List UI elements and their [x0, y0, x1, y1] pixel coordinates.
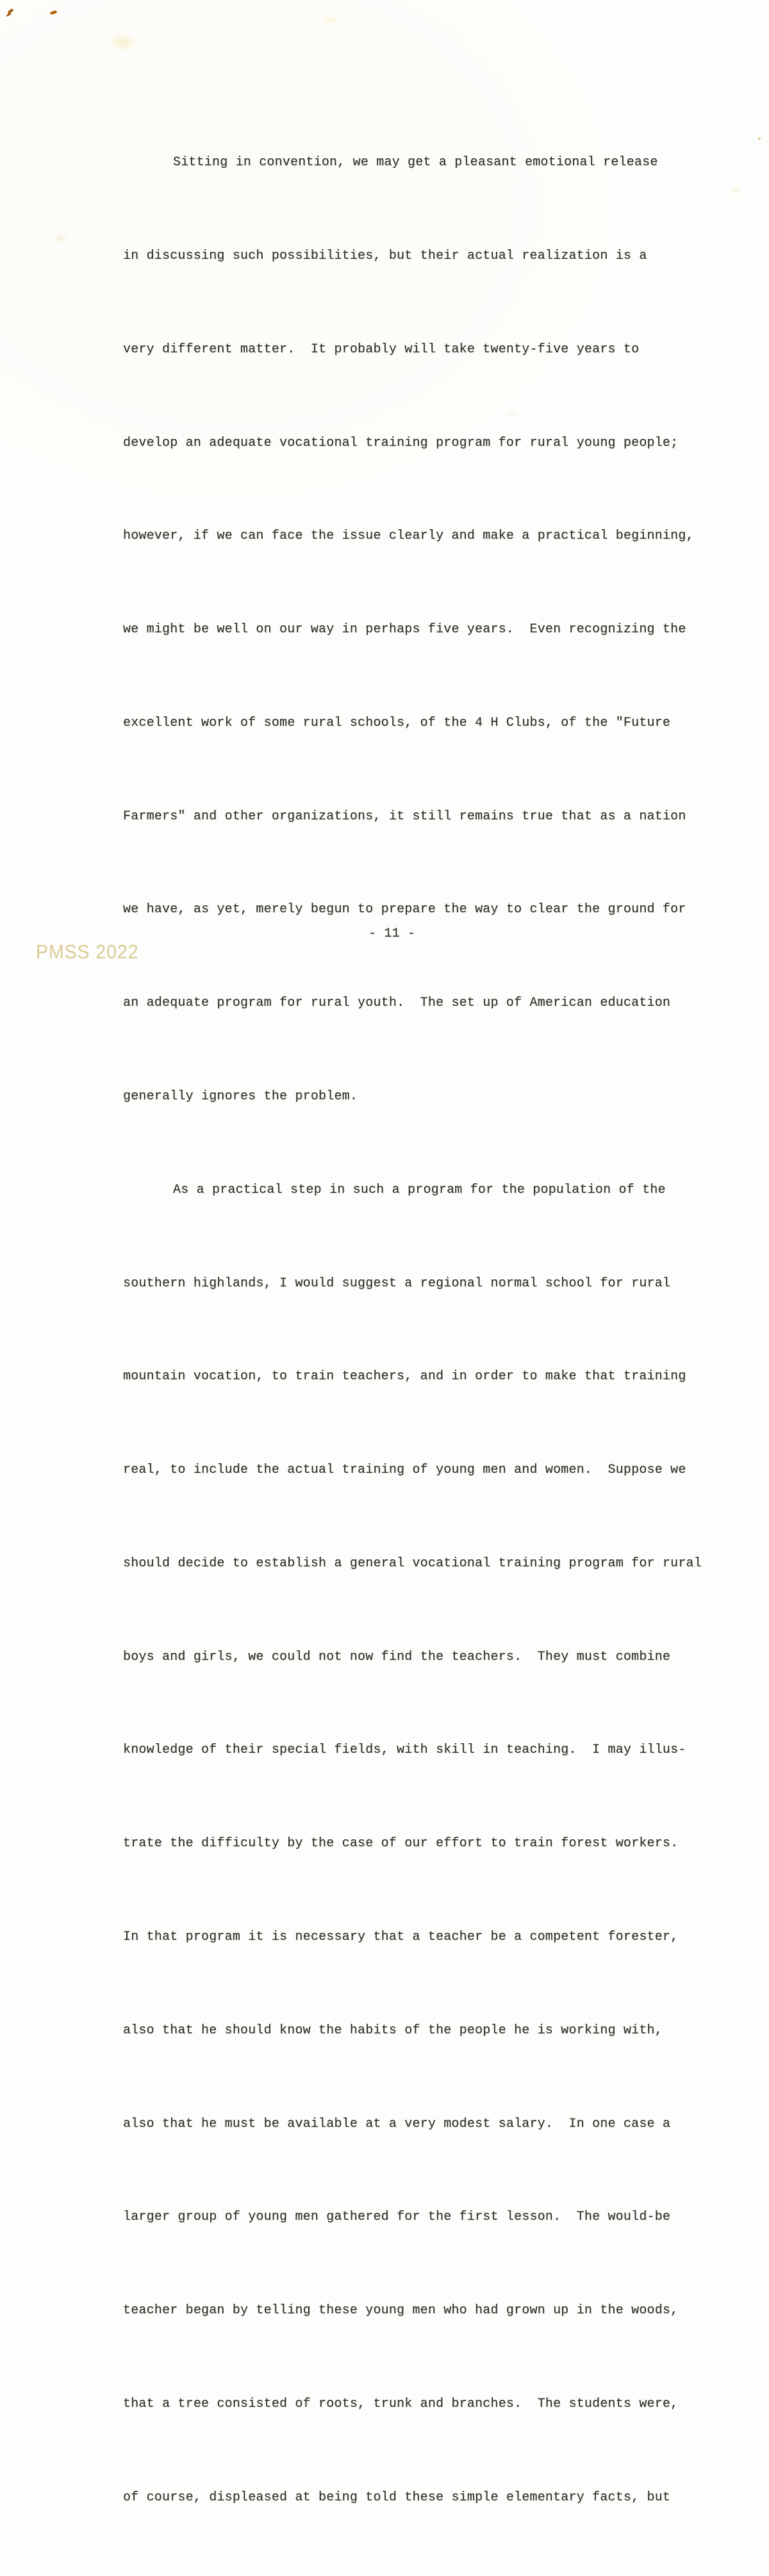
- text-line: develop an adequate vocational training program for rural young people;: [123, 435, 679, 450]
- text-line: In that program it is necessary that a teacher be a competent forester,: [123, 1930, 679, 1945]
- text-line: also that he should know the habits of the people he is working with,: [123, 2022, 663, 2038]
- text-line: knowledge of their special fields, with skill in teaching. I may illus-: [123, 1743, 686, 1758]
- paper-speck: [4, 8, 14, 17]
- text-line: an adequate program for rural youth. The set up of American education: [123, 996, 671, 1011]
- text-line: As a practical step in such a program for the population of the: [173, 1182, 666, 1197]
- page-number: - 11 -: [368, 926, 416, 941]
- document-body: [123, 85, 709, 2576]
- text-line: we have, as yet, merely begun to prepare the way to clear the ground for: [123, 902, 686, 917]
- paper-smudge: [731, 187, 741, 194]
- text-line: in discussing such possibilities, but their actual realization is a: [123, 248, 647, 263]
- text-line: southern highlands, I would suggest a regional normal school for rural: [123, 1276, 671, 1291]
- text-line: Farmers" and other organizations, it still remains true that as a nation: [123, 808, 686, 824]
- text-line: trate the difficulty by the case of our effort to train forest workers.: [123, 1836, 679, 1851]
- text-line: larger group of young men gathered for the first lesson. The would-be: [123, 2210, 671, 2225]
- paper-speck: [50, 10, 58, 15]
- text-line: mountain vocation, to train teachers, and in order to make that training: [123, 1369, 686, 1384]
- paper-smudge: [54, 233, 68, 243]
- text-line: real, to include the actual training of young men and women. Suppose we: [123, 1463, 686, 1478]
- text-line: also that he must be available at a very modest salary. In one case a: [123, 2116, 671, 2131]
- text-line: we might be well on our way in perhaps five years. Even recognizing the: [123, 622, 686, 637]
- text-line: Sitting in convention, we may get a pleasant emotional release: [173, 155, 658, 170]
- text-line: of course, displeased at being told these simple elementary facts, but: [123, 2490, 671, 2505]
- paper-smudge: [320, 15, 340, 26]
- text-line: boys and girls, we could not now find the teachers. They must combine: [123, 1649, 671, 1664]
- paper-smudge: [109, 33, 137, 51]
- watermark: PMSS 2022: [36, 940, 139, 963]
- text-line: very different matter. It probably will take twenty-five years to: [123, 341, 640, 357]
- text-line: however, if we can face the issue clearly and make a practical beginning,: [123, 529, 694, 544]
- text-line: that a tree consisted of roots, trunk and branches. The students were,: [123, 2396, 679, 2411]
- paper-speck: [758, 138, 761, 140]
- text-line: excellent work of some rural schools, of the 4 H Clubs, of the "Future: [123, 715, 671, 730]
- text-line: teacher began by telling these young men who had grown up in the woods,: [123, 2303, 679, 2318]
- text-line: generally ignores the problem.: [123, 1089, 358, 1104]
- text-line: should decide to establish a general vocational training program for rural: [123, 1555, 702, 1571]
